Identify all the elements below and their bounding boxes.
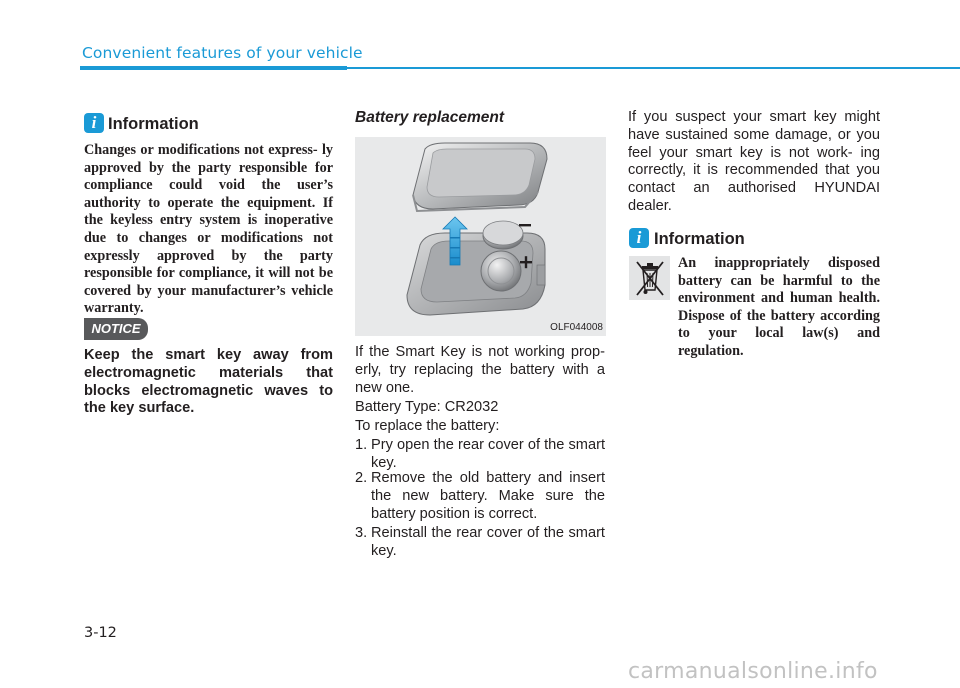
header-accent-bar: [80, 66, 347, 70]
step-text: Pry open the rear cover of the smart key.: [371, 437, 605, 471]
step-item: [355, 437, 605, 473]
notice-text: Keep the smart key away from electromagnetic materials that blocks electromagnetic waves to the key surface.: [84, 347, 333, 417]
damage-paragraph: If you suspect your smart key might have sustained some damage, or you feel your smart key is not work- ing correctly, it is recommended that you contact an authorised HYUNDAI dealer.: [628, 109, 880, 214]
step-text: Remove the old battery and insert the new battery. Make sure the battery position is correct.: [371, 470, 605, 522]
battery-type: Battery Type: CR2032: [355, 399, 499, 415]
info-paragraph: Changes or modifications not express- ly approved by the party responsible for compliance could void the user’s authority to operate the equipment. If the keyless entry system is inoperative due to changes or modifications not expressly approved by the party responsible for compliance, it will not be covered by your manufacturer’s vehicle warranty.: [84, 142, 333, 317]
watermark: carmanualsonline.info: [628, 659, 878, 684]
header-rule: [347, 67, 960, 69]
crossed-out-bin-icon: [629, 256, 670, 300]
figure-code: OLF044008: [550, 322, 603, 333]
to-replace-label: To replace the battery:: [355, 418, 500, 434]
smart-key-illustration: [355, 137, 606, 336]
info-icon: i: [629, 228, 649, 248]
page-number: 3-12: [84, 625, 117, 641]
disposal-paragraph: An inappropriately disposed battery can be harmful to the environment and human health. Dispose of the battery according to your local law(s) and regulation.: [678, 255, 880, 359]
info-icon: i: [84, 113, 104, 133]
section-header-title: Convenient features of your vehicle: [82, 44, 363, 62]
info-title: Information: [108, 115, 199, 133]
step-number: 3.: [355, 525, 368, 541]
step-number: 1.: [355, 437, 368, 453]
battery-intro: If the Smart Key is not working prop- erly, try replacing the battery with a new one.: [355, 344, 605, 396]
step-text: Reinstall the rear cover of the smart key.: [371, 525, 605, 559]
smart-key-battery-figure: [355, 137, 606, 336]
disposal-info-text: [678, 255, 880, 361]
crossed-out-bin-icon: [629, 256, 670, 300]
notice-badge: NOTICE: [84, 318, 148, 340]
battery-section-title: Battery replacement: [355, 109, 505, 126]
step-item: [355, 525, 605, 561]
step-number: 2.: [355, 470, 368, 486]
step-item: [355, 470, 605, 523]
info-text: [84, 142, 333, 318]
info-title: Information: [654, 230, 745, 248]
